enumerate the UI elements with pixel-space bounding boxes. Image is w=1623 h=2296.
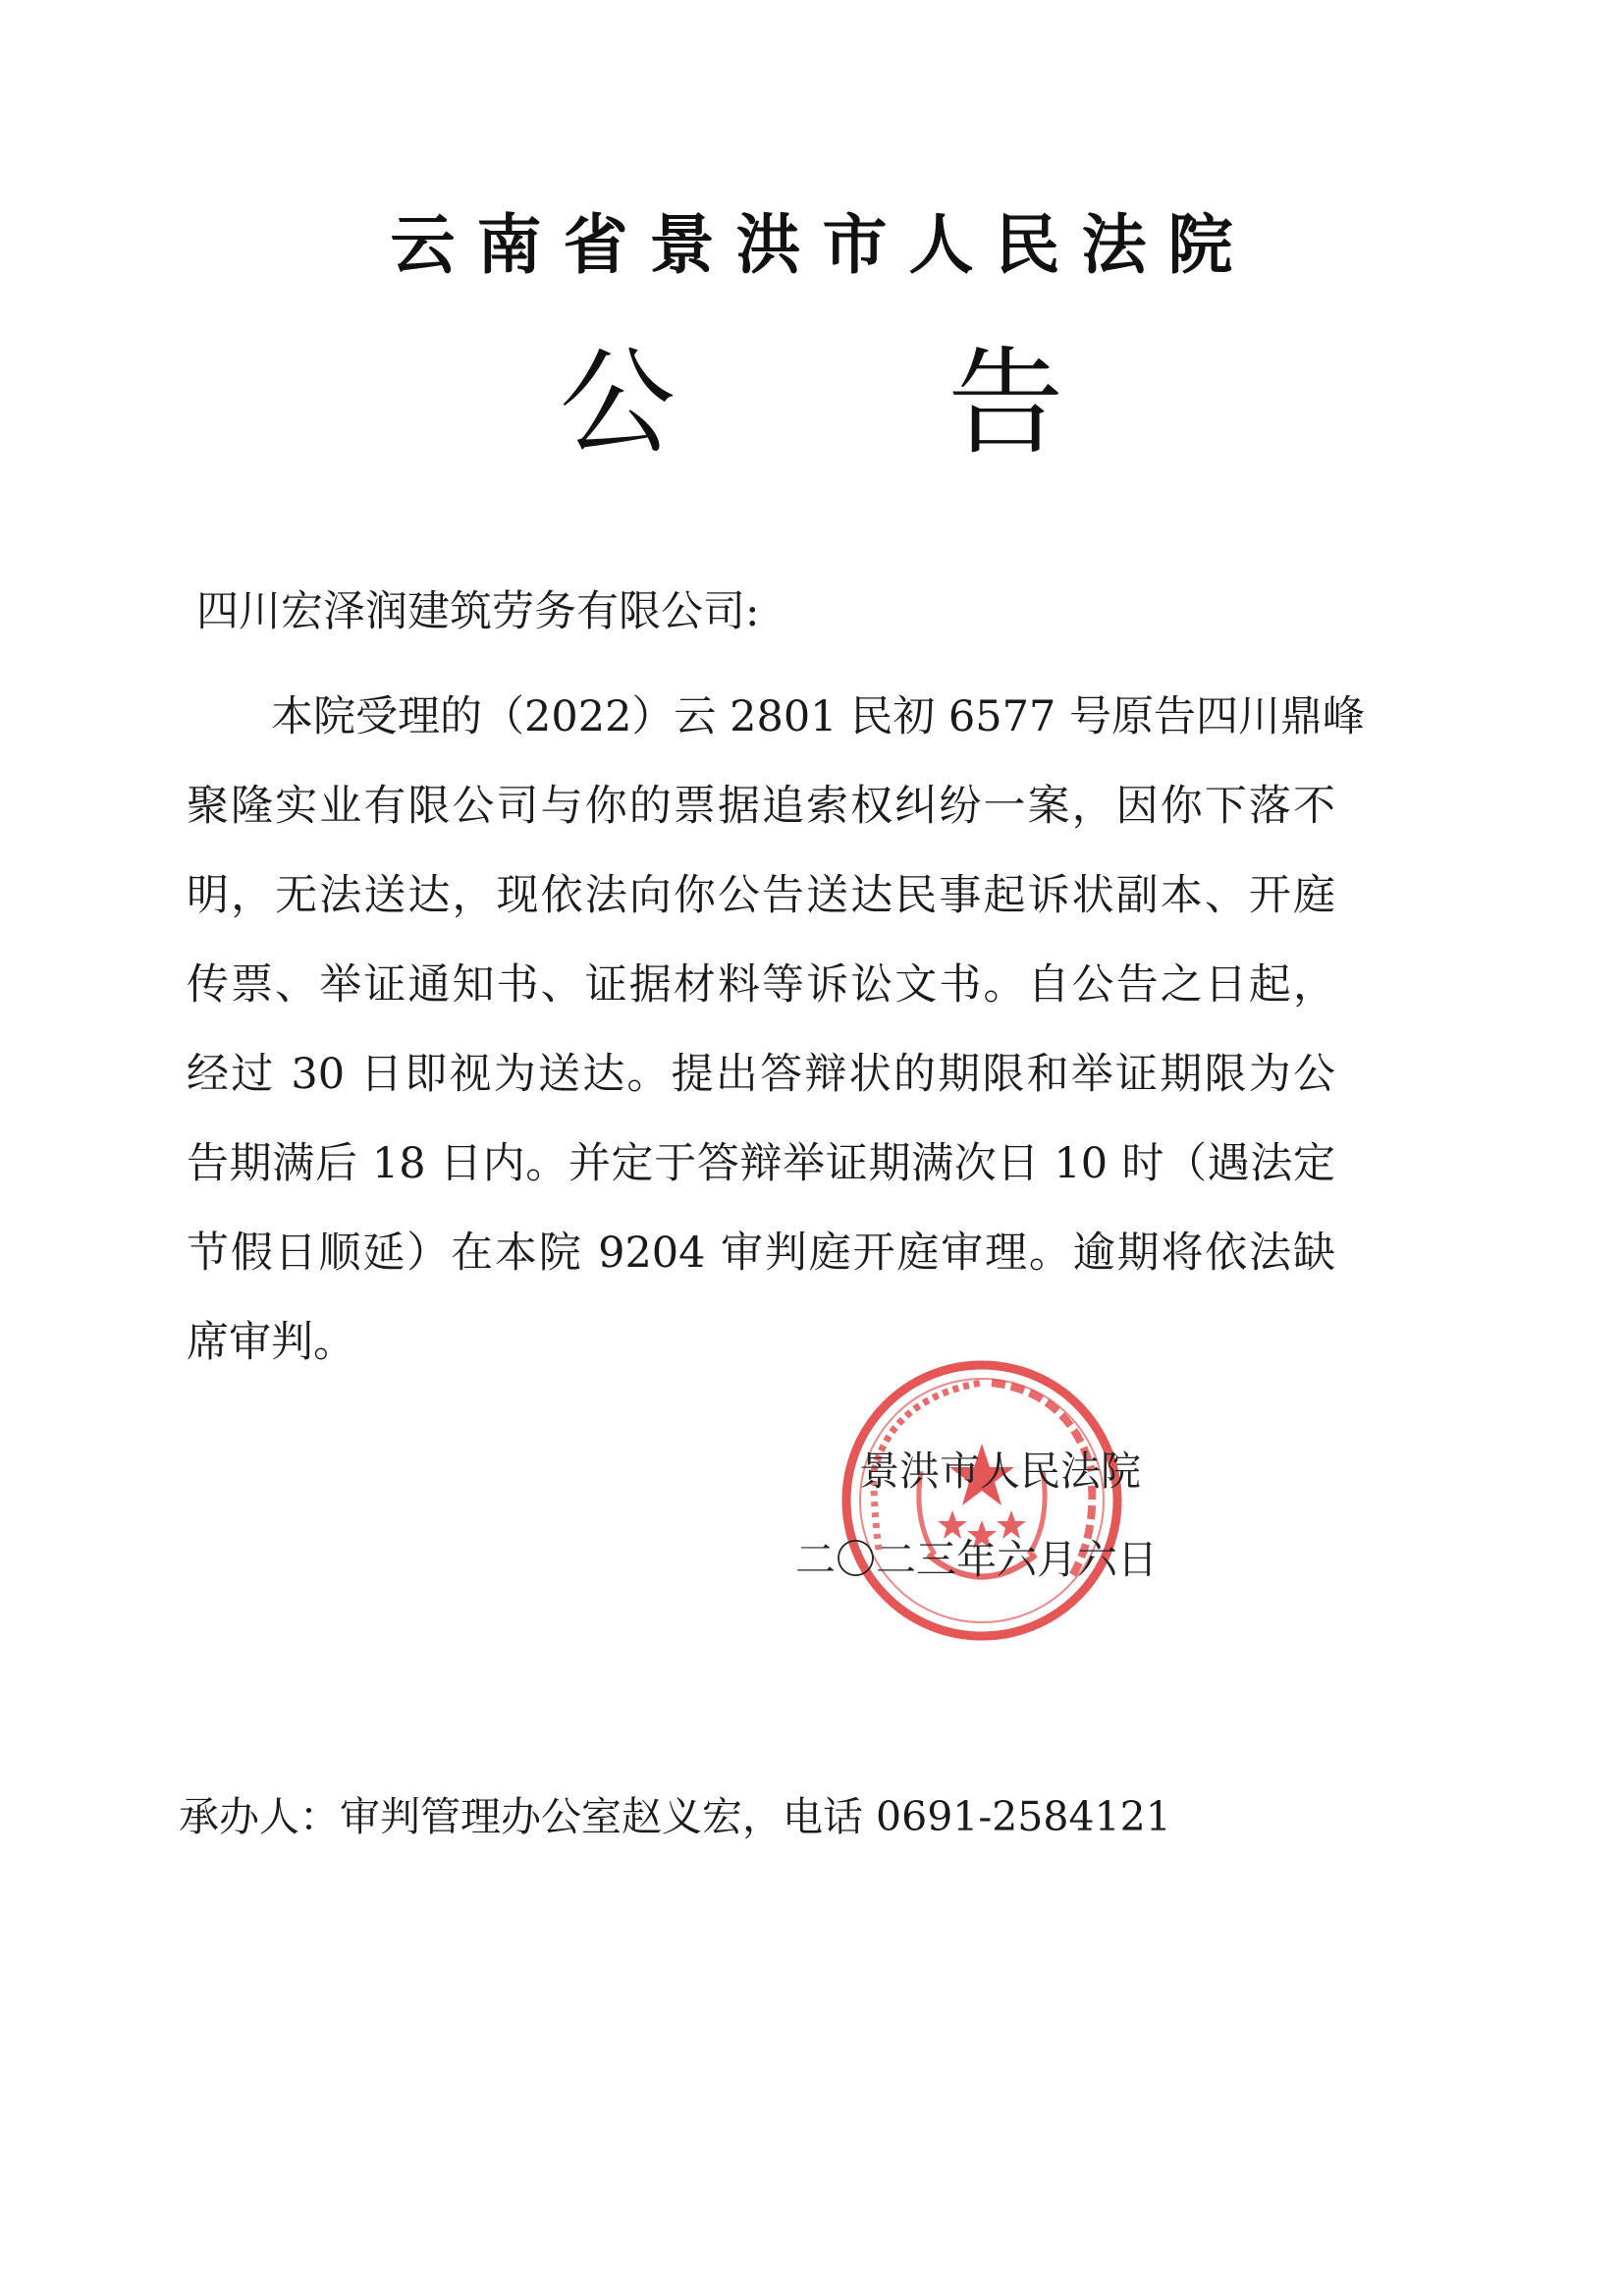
body-line: 席审判。 [187,1318,355,1367]
court-name-heading: 云南省景洪市人民法院 [390,207,1255,283]
handler-contact: 承办人：审判管理办公室赵义宏，电话 0691-2584121 [179,1793,1171,1840]
body-line: 节假日顺延）在本院 9204 审判庭开庭审理。逾期将依法缺 [187,1229,1335,1278]
court-seal-icon [835,1353,1129,1648]
body-line: 经过 30 日即视为送达。提出答辩状的期限和举证期限为公 [187,1050,1335,1099]
body-line: 聚隆实业有限公司与你的票据追索权纠纷一案，因你下落不 [187,782,1335,831]
document-title: 公 告 [559,335,1182,470]
body-line: 传票、举证通知书、证据材料等诉讼文书。自公告之日起， [187,960,1335,1010]
body-line: 明，无法送达，现依法向你公告送达民事起诉状副本、开庭 [187,871,1335,920]
signing-court: 景洪市人民法院 [859,1448,1141,1495]
notice-body [187,673,1365,1388]
body-line: 本院受理的（2022）云 2801 民初 6577 号原告四川鼎峰 [187,692,1365,741]
addressee: 四川宏泽润建筑劳务有限公司: [196,587,760,636]
signing-date: 二〇二三年六月六日 [795,1536,1158,1583]
body-line: 告期满后 18 日内。并定于答辩举证期满次日 10 时（遇法定 [187,1139,1335,1188]
